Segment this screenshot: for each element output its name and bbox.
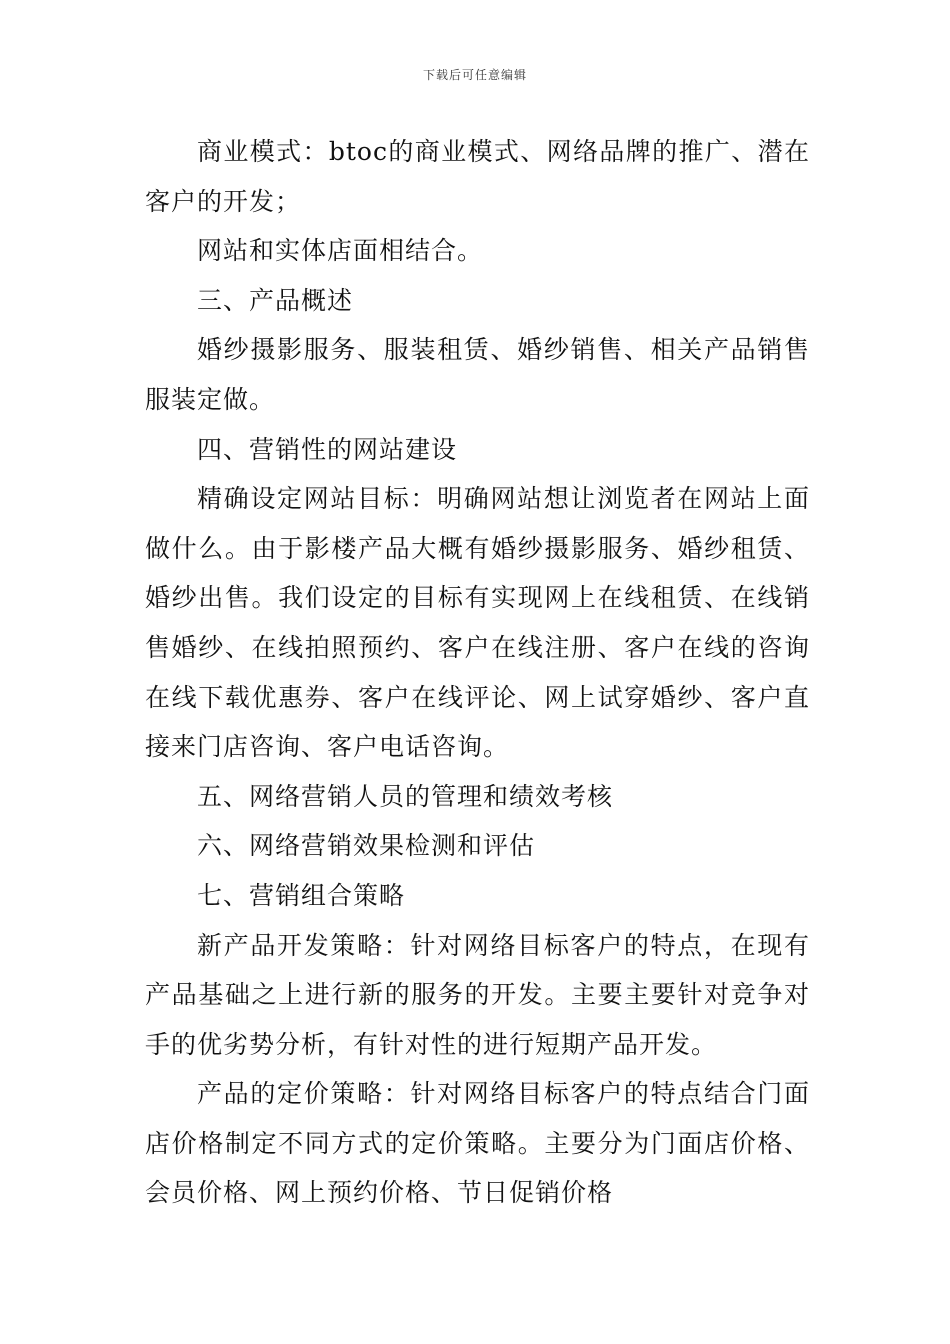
page-header: 下载后可任意编辑 — [422, 68, 527, 82]
paragraph-website-store: 网站和实体店面相结合。 — [197, 236, 484, 266]
section-heading-staff-management: 五、网络营销人员的管理和绩效考核 — [197, 781, 614, 811]
paragraph-new-product-strategy: 新产品开发策略：针对网络目标客户的特点，在现有产品基础之上进行新的服务的开发。主要主要针对竞争对手的优劣势分析，有针对性的进行短期产品开发。 — [145, 930, 810, 1059]
paragraph-products: 婚纱摄影服务、服装租赁、婚纱销售、相关产品销售服装定做。 — [145, 335, 810, 414]
document-body — [145, 127, 810, 1218]
paragraph-pricing-strategy: 产品的定价策略：针对网络目标客户的特点结合门面店价格制定不同方式的定价策略。主要分为门面店价格、会员价格、网上预约价格、节日促销价格 — [145, 1079, 810, 1208]
paragraph-business-model: 商业模式：btoc的商业模式、网络品牌的推广、潜在客户的开发； — [145, 137, 810, 216]
paragraph-website-goals: 精确设定网站目标：明确网站想让浏览者在网站上面做什么。由于影楼产品大概有婚纱摄影服务、婚纱租赁、婚纱出售。我们设定的目标有实现网上在线租赁、在线销售婚纱、在线拍照预约、客户在线注册、客户在线的咨询在线下载优惠券、客户在线评论、网上试穿婚纱、客户直接来门店咨询、客户电话咨询。 — [145, 484, 810, 762]
section-heading-marketing-mix: 七、营销组合策略 — [197, 880, 406, 910]
section-heading-effect-evaluation: 六、网络营销效果检测和评估 — [197, 831, 536, 861]
section-heading-product-overview: 三、产品概述 — [197, 285, 354, 315]
section-heading-website-construction: 四、营销性的网站建设 — [197, 434, 458, 464]
